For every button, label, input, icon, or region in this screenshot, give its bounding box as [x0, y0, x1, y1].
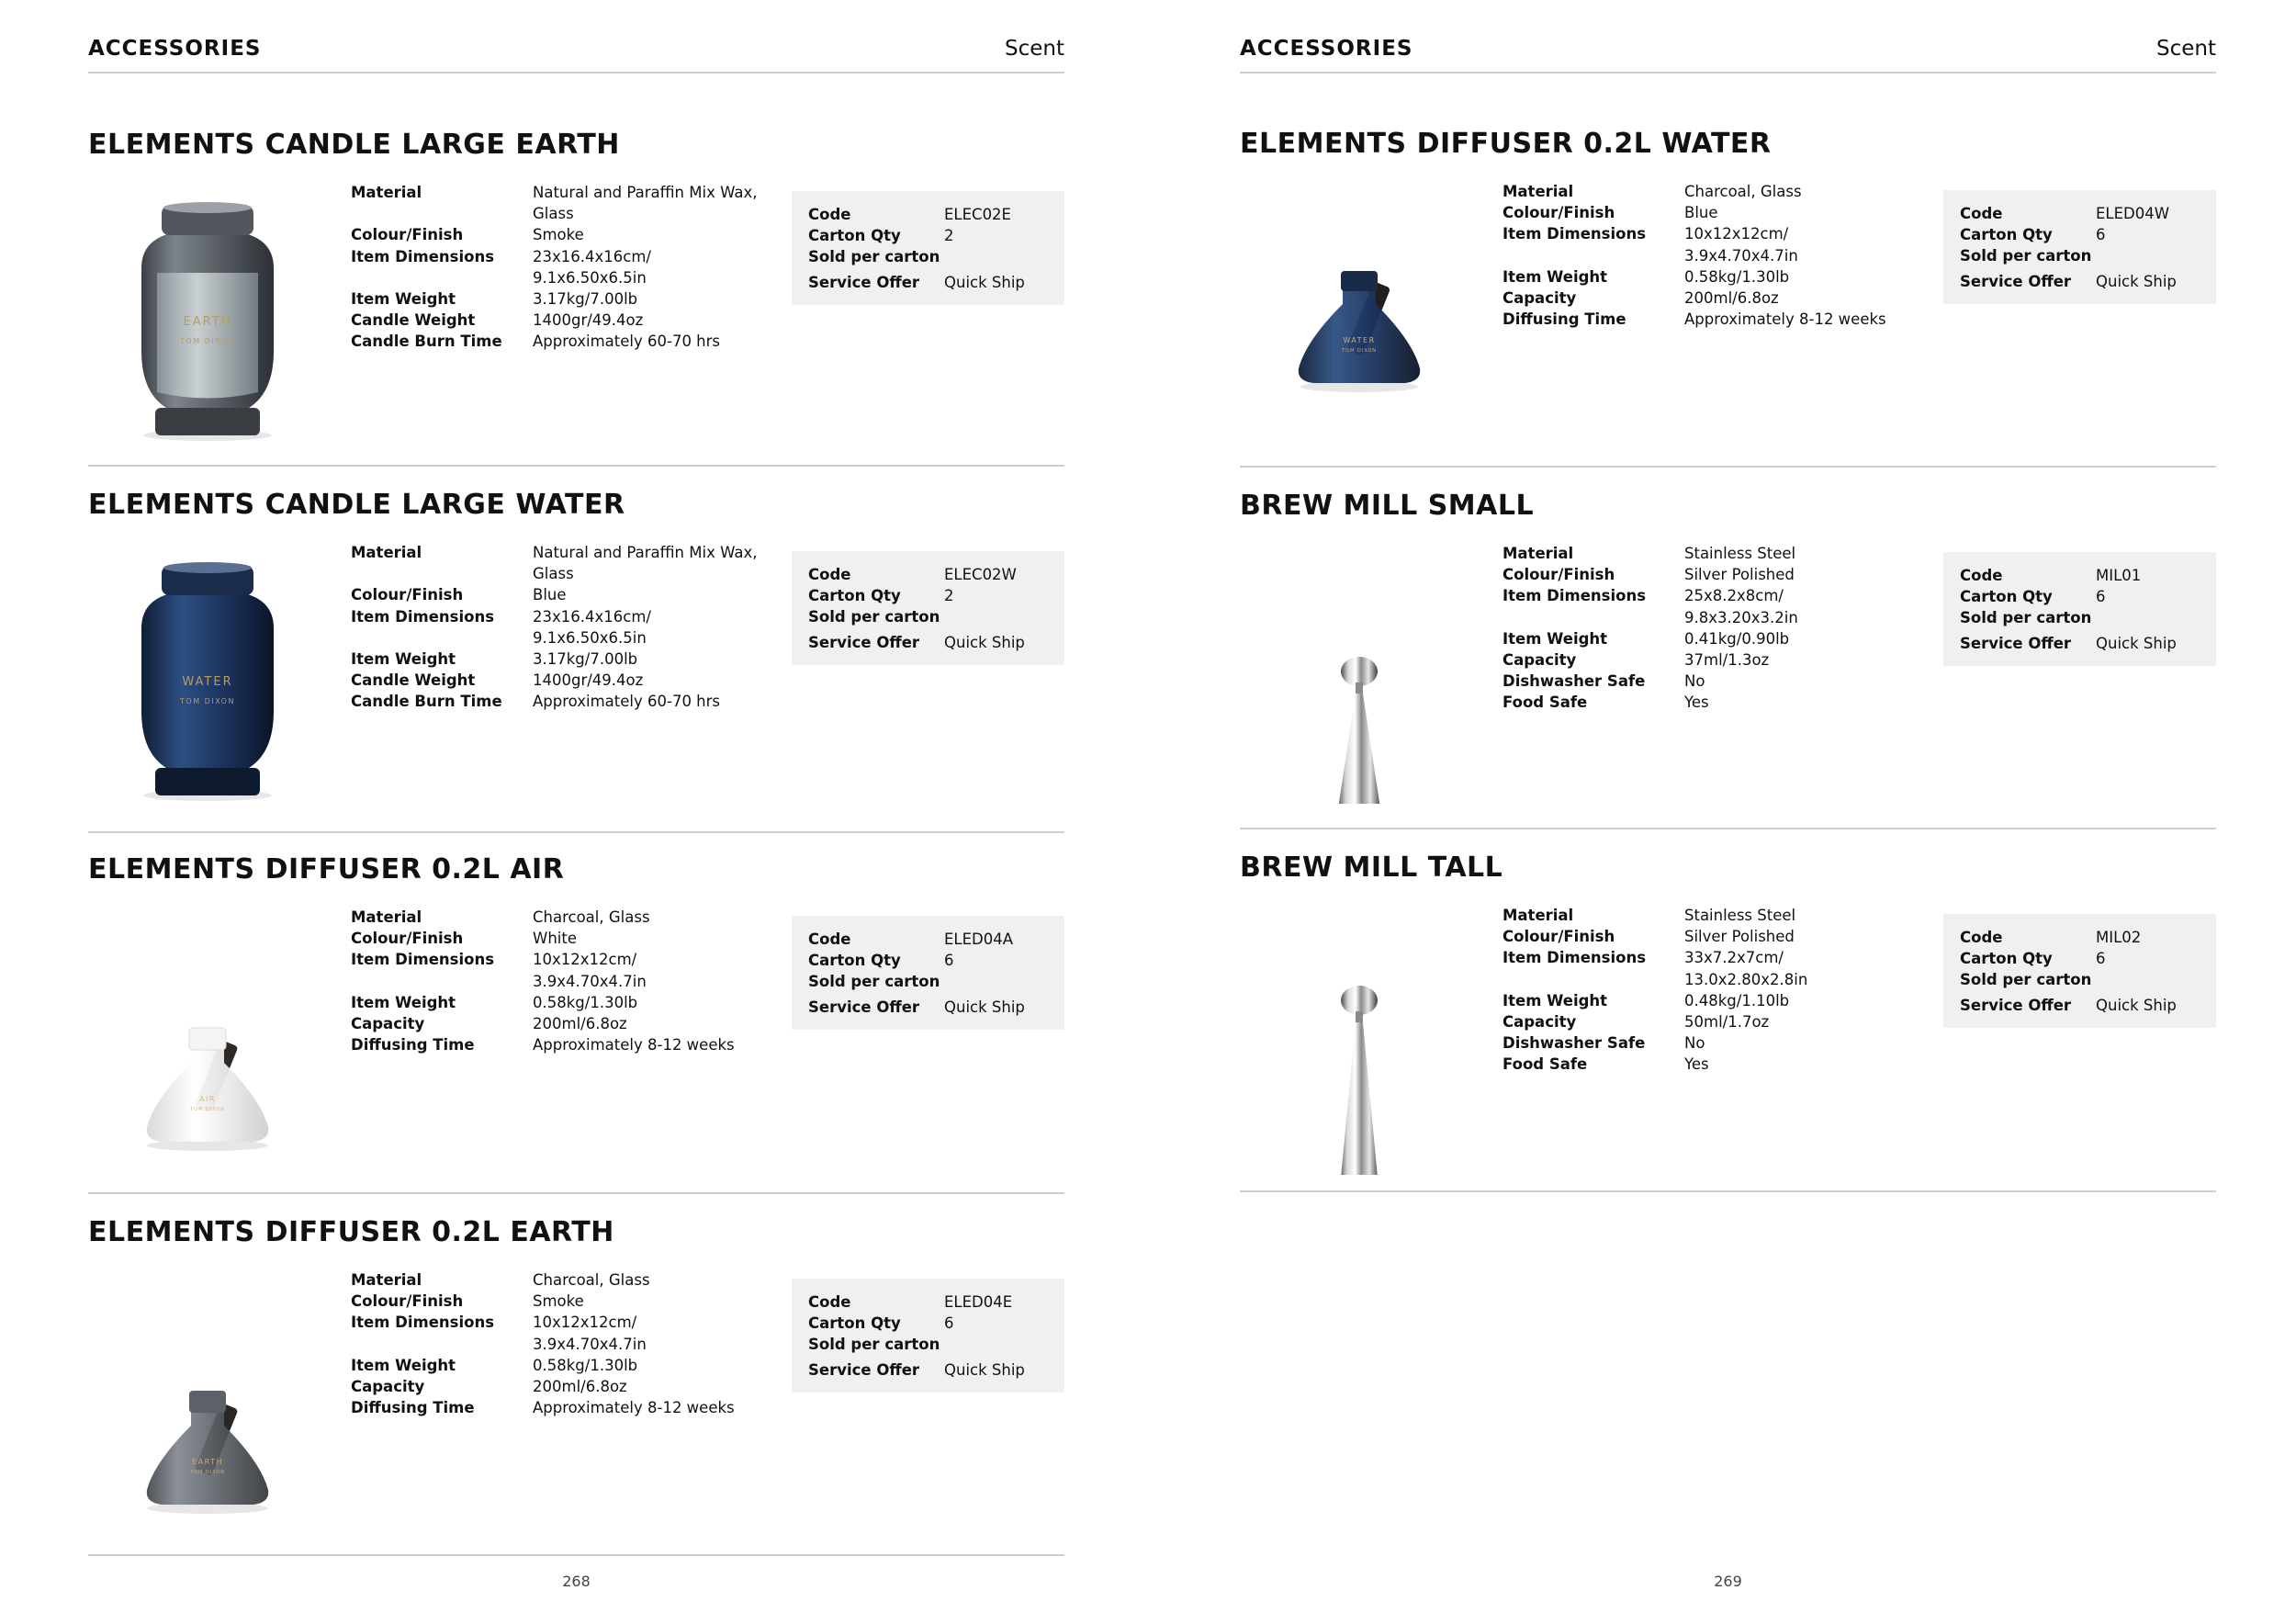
spec-list: [1503, 181, 1934, 330]
service-offer-row: [808, 272, 1048, 293]
spec-value: [1684, 223, 1934, 265]
spec-list: [351, 182, 782, 353]
spec-label: Material: [351, 908, 422, 926]
spec-value-line: 13.0x2.80x2.8in: [1684, 970, 1808, 988]
order-info-box: [1943, 190, 2216, 304]
spec-label: Material: [1503, 183, 1574, 200]
spec-value: Approximately 8-12 weeks: [533, 1399, 735, 1417]
sold-per-carton-row: [808, 1334, 1048, 1355]
code-row: [808, 204, 1048, 225]
spec-label: Item Weight: [351, 993, 456, 1011]
spec-row: [1503, 692, 1934, 713]
spec-label: Material: [1503, 545, 1574, 562]
spec-value: Smoke: [533, 226, 584, 244]
section-divider: [1240, 466, 2216, 468]
spec-value-line: 10x12x12cm/: [1684, 225, 1789, 243]
page-number: 269: [1714, 1573, 1742, 1590]
spec-label: Item Dimensions: [1503, 225, 1647, 243]
carton-qty-value: 6: [2096, 950, 2106, 968]
spec-value: 3.17kg/7.00lb: [533, 650, 638, 669]
service-offer-label: Service Offer: [1960, 996, 2072, 1014]
product-code: ELED04A: [944, 930, 1014, 948]
spec-label: Colour/Finish: [1503, 204, 1615, 222]
spec-label: Material: [1503, 907, 1574, 924]
product-image-brand: TOM DIXON: [190, 1107, 225, 1112]
spec-label: Candle Weight: [351, 311, 476, 330]
sold-per-carton-label: Sold per carton: [808, 1336, 940, 1354]
carton-qty-value: 6: [2096, 226, 2106, 244]
product-image-brand: TOM DIXON: [190, 1470, 225, 1475]
spec-value: 200ml/6.8oz: [533, 1015, 627, 1033]
carton-qty-label: Carton Qty: [808, 1314, 901, 1333]
product-code: ELED04W: [2096, 205, 2170, 222]
spec-row: [1503, 1011, 1934, 1032]
service-offer-label: Service Offer: [1960, 272, 2072, 290]
spec-row: [1503, 1032, 1934, 1054]
spec-list: [1503, 543, 1934, 714]
spec-label: Item Dimensions: [351, 607, 495, 626]
spec-label: Colour/Finish: [351, 586, 464, 604]
spec-row: [351, 1269, 782, 1291]
spec-label: Item Weight: [351, 650, 456, 669]
spec-value: 0.58kg/1.30lb: [1684, 267, 1790, 286]
category-label: Scent: [1005, 37, 1064, 61]
page-header: [1240, 37, 2216, 73]
code-label: Code: [808, 930, 851, 948]
spec-row: [351, 648, 782, 670]
spec-value: No: [1684, 1034, 1705, 1053]
spec-row: [1503, 266, 1934, 288]
spec-row: [351, 224, 782, 245]
spec-value: 37ml/1.3oz: [1684, 651, 1770, 670]
code-row: [1960, 927, 2200, 948]
spec-row: [351, 1312, 782, 1354]
spec-value: 3.17kg/7.00lb: [533, 290, 638, 309]
carton-qty-label: Carton Qty: [808, 227, 901, 245]
sold-per-carton-label: Sold per carton: [808, 973, 940, 991]
spec-label: Item Dimensions: [351, 247, 495, 265]
code-row: [1960, 203, 2200, 224]
spec-row: [351, 1376, 782, 1397]
spec-value: [533, 542, 782, 584]
spec-row: [351, 1355, 782, 1376]
spec-value-line: 23x16.4x16cm/: [533, 247, 651, 265]
service-offer-row: [808, 1359, 1048, 1381]
spec-row: [351, 992, 782, 1013]
section-divider: [88, 1554, 1064, 1556]
section-divider: [88, 465, 1064, 467]
sold-per-carton-row: [1960, 607, 2200, 628]
spec-value: Blue: [533, 586, 567, 604]
code-row: [808, 929, 1048, 950]
spec-value: Approximately 60-70 hrs: [533, 333, 721, 351]
spec-label: Dishwasher Safe: [1503, 672, 1646, 691]
spec-list: [351, 542, 782, 713]
spec-row: [351, 1013, 782, 1034]
spec-label: Colour/Finish: [351, 1292, 464, 1311]
category-label: Scent: [2156, 37, 2216, 61]
spec-label: Item Weight: [1503, 267, 1608, 286]
spec-label: Candle Burn Time: [351, 333, 502, 351]
code-label: Code: [808, 206, 851, 223]
spec-row: [1503, 1054, 1934, 1075]
spec-value: 200ml/6.8oz: [533, 1378, 627, 1396]
spec-value: Silver Polished: [1684, 566, 1795, 584]
spec-label: Food Safe: [1503, 694, 1588, 712]
spec-label: Capacity: [351, 1015, 425, 1033]
page-number: 268: [562, 1573, 591, 1590]
spec-value: 1400gr/49.4oz: [533, 311, 644, 330]
spec-label: Item Dimensions: [351, 1314, 495, 1332]
spec-label: Item Dimensions: [1503, 949, 1647, 967]
spec-value-line: 3.9x4.70x4.7in: [533, 1335, 647, 1353]
spec-label: Material: [351, 184, 422, 201]
service-offer-row: [1960, 271, 2200, 292]
spec-row: [1503, 628, 1934, 649]
spec-value: Approximately 8-12 weeks: [533, 1036, 735, 1054]
code-row: [1960, 565, 2200, 586]
spec-row: [1503, 202, 1934, 223]
spec-row: [1503, 926, 1934, 947]
spec-value: Stainless Steel: [1684, 545, 1796, 562]
product-image-label: WATER: [1343, 336, 1376, 344]
page-header: [88, 37, 1064, 73]
order-info-box: [792, 1279, 1064, 1393]
spec-value: [533, 246, 782, 288]
spec-row: [351, 246, 782, 288]
product-title: ELEMENTS DIFFUSER 0.2L AIR: [88, 853, 565, 885]
service-offer-value: Quick Ship: [944, 273, 1025, 291]
sold-per-carton-row: [1960, 969, 2200, 990]
spec-label: Item Weight: [351, 290, 456, 309]
code-label: Code: [808, 566, 851, 583]
spec-row: [351, 907, 782, 928]
spec-row: [351, 542, 782, 584]
spec-label: Colour/Finish: [1503, 928, 1615, 946]
spec-value: Yes: [1684, 1055, 1709, 1074]
spec-row: [351, 331, 782, 352]
section-divider: [1240, 828, 2216, 829]
spec-label: Diffusing Time: [1503, 310, 1626, 329]
section-divider: [1240, 1190, 2216, 1192]
spec-row: [1503, 585, 1934, 627]
carton-qty-row: [808, 1313, 1048, 1334]
spec-label: Item Weight: [1503, 991, 1608, 1009]
service-offer-value: Quick Ship: [2096, 634, 2177, 652]
spec-label: Diffusing Time: [351, 1036, 475, 1054]
product-image-brand: TOM DIXON: [180, 697, 235, 705]
spec-value: 0.58kg/1.30lb: [533, 1356, 638, 1374]
spec-row: [1503, 947, 1934, 989]
carton-qty-row: [808, 950, 1048, 971]
service-offer-value: Quick Ship: [944, 1360, 1025, 1379]
product-title: ELEMENTS CANDLE LARGE WATER: [88, 489, 625, 521]
carton-qty-value: 2: [944, 587, 954, 605]
spec-value: White: [533, 930, 577, 948]
spec-value: [1684, 585, 1934, 627]
product-image-label: EARTH: [183, 315, 232, 329]
spec-label: Colour/Finish: [351, 930, 464, 948]
order-info-box: [792, 191, 1064, 305]
product-code: MIL01: [2096, 567, 2142, 584]
spec-list: [351, 907, 782, 1055]
section-divider: [88, 1192, 1064, 1194]
spec-value-line: 9.1x6.50x6.5in: [533, 268, 647, 287]
service-offer-label: Service Offer: [808, 1360, 920, 1379]
spec-value-line: Glass: [533, 565, 574, 583]
spec-value: [533, 606, 782, 648]
spec-row: [1503, 223, 1934, 265]
spec-row: [351, 1034, 782, 1055]
spec-value: [533, 949, 782, 991]
order-info-box: [792, 551, 1064, 665]
carton-qty-label: Carton Qty: [1960, 588, 2053, 606]
carton-qty-row: [1960, 586, 2200, 607]
sold-per-carton-label: Sold per carton: [808, 608, 940, 626]
spec-list: [351, 1269, 782, 1418]
spec-value: Smoke: [533, 1292, 584, 1311]
product-image: [1267, 918, 1451, 1166]
sold-per-carton-row: [808, 246, 1048, 267]
product-code: ELEC02W: [944, 566, 1017, 583]
spec-row: [351, 670, 782, 691]
spec-label: Colour/Finish: [1503, 566, 1615, 584]
spec-value: Approximately 60-70 hrs: [533, 693, 721, 711]
service-offer-label: Service Offer: [808, 633, 920, 651]
sold-per-carton-row: [808, 606, 1048, 627]
spec-value: Charcoal, Glass: [533, 1271, 650, 1289]
section-divider: [88, 831, 1064, 833]
spec-value-line: 23x16.4x16cm/: [533, 607, 651, 626]
spec-label: Item Dimensions: [351, 951, 495, 969]
product-code: MIL02: [2096, 929, 2142, 946]
page-right: [1240, 0, 2216, 1624]
spec-row: [1503, 181, 1934, 202]
spec-value-line: 3.9x4.70x4.7in: [1684, 246, 1798, 265]
product-title: BREW MILL TALL: [1240, 851, 1503, 884]
spec-value: Silver Polished: [1684, 928, 1795, 946]
order-info-box: [792, 916, 1064, 1030]
code-label: Code: [1960, 567, 2003, 584]
spec-value: [533, 182, 782, 224]
spec-value-line: 9.1x6.50x6.5in: [533, 628, 647, 647]
section-title: ACCESSORIES: [88, 37, 262, 61]
spec-row: [351, 584, 782, 605]
spec-label: Diffusing Time: [351, 1399, 475, 1417]
order-info-box: [1943, 552, 2216, 666]
service-offer-value: Quick Ship: [944, 633, 1025, 651]
spec-value: 1400gr/49.4oz: [533, 671, 644, 690]
sold-per-carton-label: Sold per carton: [1960, 247, 2092, 265]
carton-qty-row: [808, 585, 1048, 606]
product-image: [1267, 556, 1451, 804]
carton-qty-row: [1960, 224, 2200, 245]
spec-row: [351, 606, 782, 648]
product-image: [1267, 194, 1451, 442]
spec-value: No: [1684, 672, 1705, 691]
spec-label: Item Dimensions: [1503, 587, 1647, 605]
product-image-brand: TOM DIXON: [1342, 348, 1377, 354]
carton-qty-value: 6: [2096, 588, 2106, 606]
service-offer-row: [808, 997, 1048, 1018]
spec-label: Item Weight: [1503, 629, 1608, 648]
spec-row: [1503, 564, 1934, 585]
spec-label: Material: [351, 544, 422, 561]
service-offer-row: [808, 632, 1048, 653]
spec-label: Item Weight: [351, 1356, 456, 1374]
carton-qty-value: 6: [944, 1314, 954, 1333]
spec-row: [351, 182, 782, 224]
product-title: ELEMENTS CANDLE LARGE EARTH: [88, 129, 620, 161]
spec-value: Stainless Steel: [1684, 907, 1796, 924]
spec-label: Capacity: [1503, 289, 1577, 308]
sold-per-carton-label: Sold per carton: [1960, 609, 2092, 627]
spec-label: Capacity: [1503, 1013, 1577, 1032]
code-label: Code: [808, 1293, 851, 1311]
spec-value: Approximately 8-12 weeks: [1684, 310, 1886, 329]
sold-per-carton-row: [1960, 245, 2200, 266]
service-offer-value: Quick Ship: [2096, 996, 2177, 1014]
spec-value: 200ml/6.8oz: [1684, 289, 1779, 308]
spec-label: Capacity: [351, 1378, 425, 1396]
service-offer-label: Service Offer: [1960, 634, 2072, 652]
carton-qty-label: Carton Qty: [1960, 226, 2053, 244]
spec-value-line: 33x7.2x7cm/: [1684, 949, 1784, 967]
spec-row: [351, 1397, 782, 1418]
spec-value: [1684, 947, 1934, 989]
spec-value: Charcoal, Glass: [533, 908, 650, 926]
sold-per-carton-label: Sold per carton: [808, 248, 940, 266]
spec-row: [1503, 905, 1934, 926]
carton-qty-value: 2: [944, 227, 954, 245]
spec-value: 50ml/1.7oz: [1684, 1013, 1770, 1032]
product-title: ELEMENTS DIFFUSER 0.2L EARTH: [88, 1216, 614, 1248]
spec-label: Dishwasher Safe: [1503, 1034, 1646, 1053]
spec-row: [1503, 543, 1934, 564]
spec-row: [351, 949, 782, 991]
spec-row: [351, 310, 782, 331]
spec-label: Colour/Finish: [351, 226, 464, 244]
spec-value-line: Natural and Paraffin Mix Wax,: [533, 184, 758, 201]
product-image-label: EARTH: [192, 1458, 223, 1466]
product-image-label: WATER: [182, 675, 233, 689]
spec-value-line: 25x8.2x8cm/: [1684, 587, 1784, 605]
spec-list: [1503, 905, 1934, 1076]
product-image: [116, 919, 299, 1167]
carton-qty-label: Carton Qty: [1960, 950, 2053, 968]
section-title: ACCESSORIES: [1240, 37, 1413, 61]
order-info-box: [1943, 914, 2216, 1028]
carton-qty-label: Carton Qty: [808, 587, 901, 605]
spec-value: Blue: [1684, 204, 1718, 222]
service-offer-label: Service Offer: [808, 998, 920, 1016]
carton-qty-label: Carton Qty: [808, 952, 901, 970]
spec-row: [351, 288, 782, 310]
spec-row: [1503, 309, 1934, 330]
spec-value: 0.48kg/1.10lb: [1684, 991, 1790, 1009]
product-image: [116, 195, 299, 443]
spec-value-line: 10x12x12cm/: [533, 951, 637, 969]
page-left: [88, 0, 1064, 1624]
service-offer-row: [1960, 633, 2200, 654]
spec-row: [1503, 671, 1934, 692]
product-image-label: AIR: [199, 1095, 216, 1103]
sold-per-carton-row: [808, 971, 1048, 992]
service-offer-label: Service Offer: [808, 273, 920, 291]
sold-per-carton-label: Sold per carton: [1960, 971, 2092, 989]
spec-value: 0.41kg/0.90lb: [1684, 629, 1790, 648]
product-title: BREW MILL SMALL: [1240, 490, 1535, 522]
carton-qty-value: 6: [944, 952, 954, 970]
spec-value-line: 3.9x4.70x4.7in: [533, 972, 647, 990]
code-row: [808, 564, 1048, 585]
spec-value-line: 9.8x3.20x3.2in: [1684, 608, 1798, 626]
product-title: ELEMENTS DIFFUSER 0.2L WATER: [1240, 128, 1772, 160]
code-label: Code: [1960, 205, 2003, 222]
product-image-brand: TOM DIXON: [180, 337, 235, 345]
spec-value: Yes: [1684, 694, 1709, 712]
code-label: Code: [1960, 929, 2003, 946]
spec-row: [351, 691, 782, 712]
spec-value: Charcoal, Glass: [1684, 183, 1802, 200]
service-offer-row: [1960, 995, 2200, 1016]
service-offer-value: Quick Ship: [944, 998, 1025, 1016]
spec-label: Candle Burn Time: [351, 693, 502, 711]
code-row: [808, 1291, 1048, 1313]
spec-label: Food Safe: [1503, 1055, 1588, 1074]
spec-row: [1503, 649, 1934, 671]
spec-label: Candle Weight: [351, 671, 476, 690]
spec-label: Capacity: [1503, 651, 1577, 670]
service-offer-value: Quick Ship: [2096, 272, 2177, 290]
spec-row: [351, 1291, 782, 1312]
spec-row: [351, 928, 782, 949]
spec-value: [533, 1312, 782, 1354]
product-image: [116, 1282, 299, 1530]
carton-qty-row: [1960, 948, 2200, 969]
carton-qty-row: [808, 225, 1048, 246]
spec-value-line: 10x12x12cm/: [533, 1314, 637, 1332]
spec-row: [1503, 990, 1934, 1011]
spec-value-line: Glass: [533, 205, 574, 223]
product-code: ELEC02E: [944, 206, 1011, 223]
spec-row: [1503, 288, 1934, 309]
product-image: [116, 555, 299, 803]
spec-label: Material: [351, 1271, 422, 1289]
spec-value-line: Natural and Paraffin Mix Wax,: [533, 544, 758, 561]
spec-value: 0.58kg/1.30lb: [533, 993, 638, 1011]
product-code: ELED04E: [944, 1293, 1013, 1311]
